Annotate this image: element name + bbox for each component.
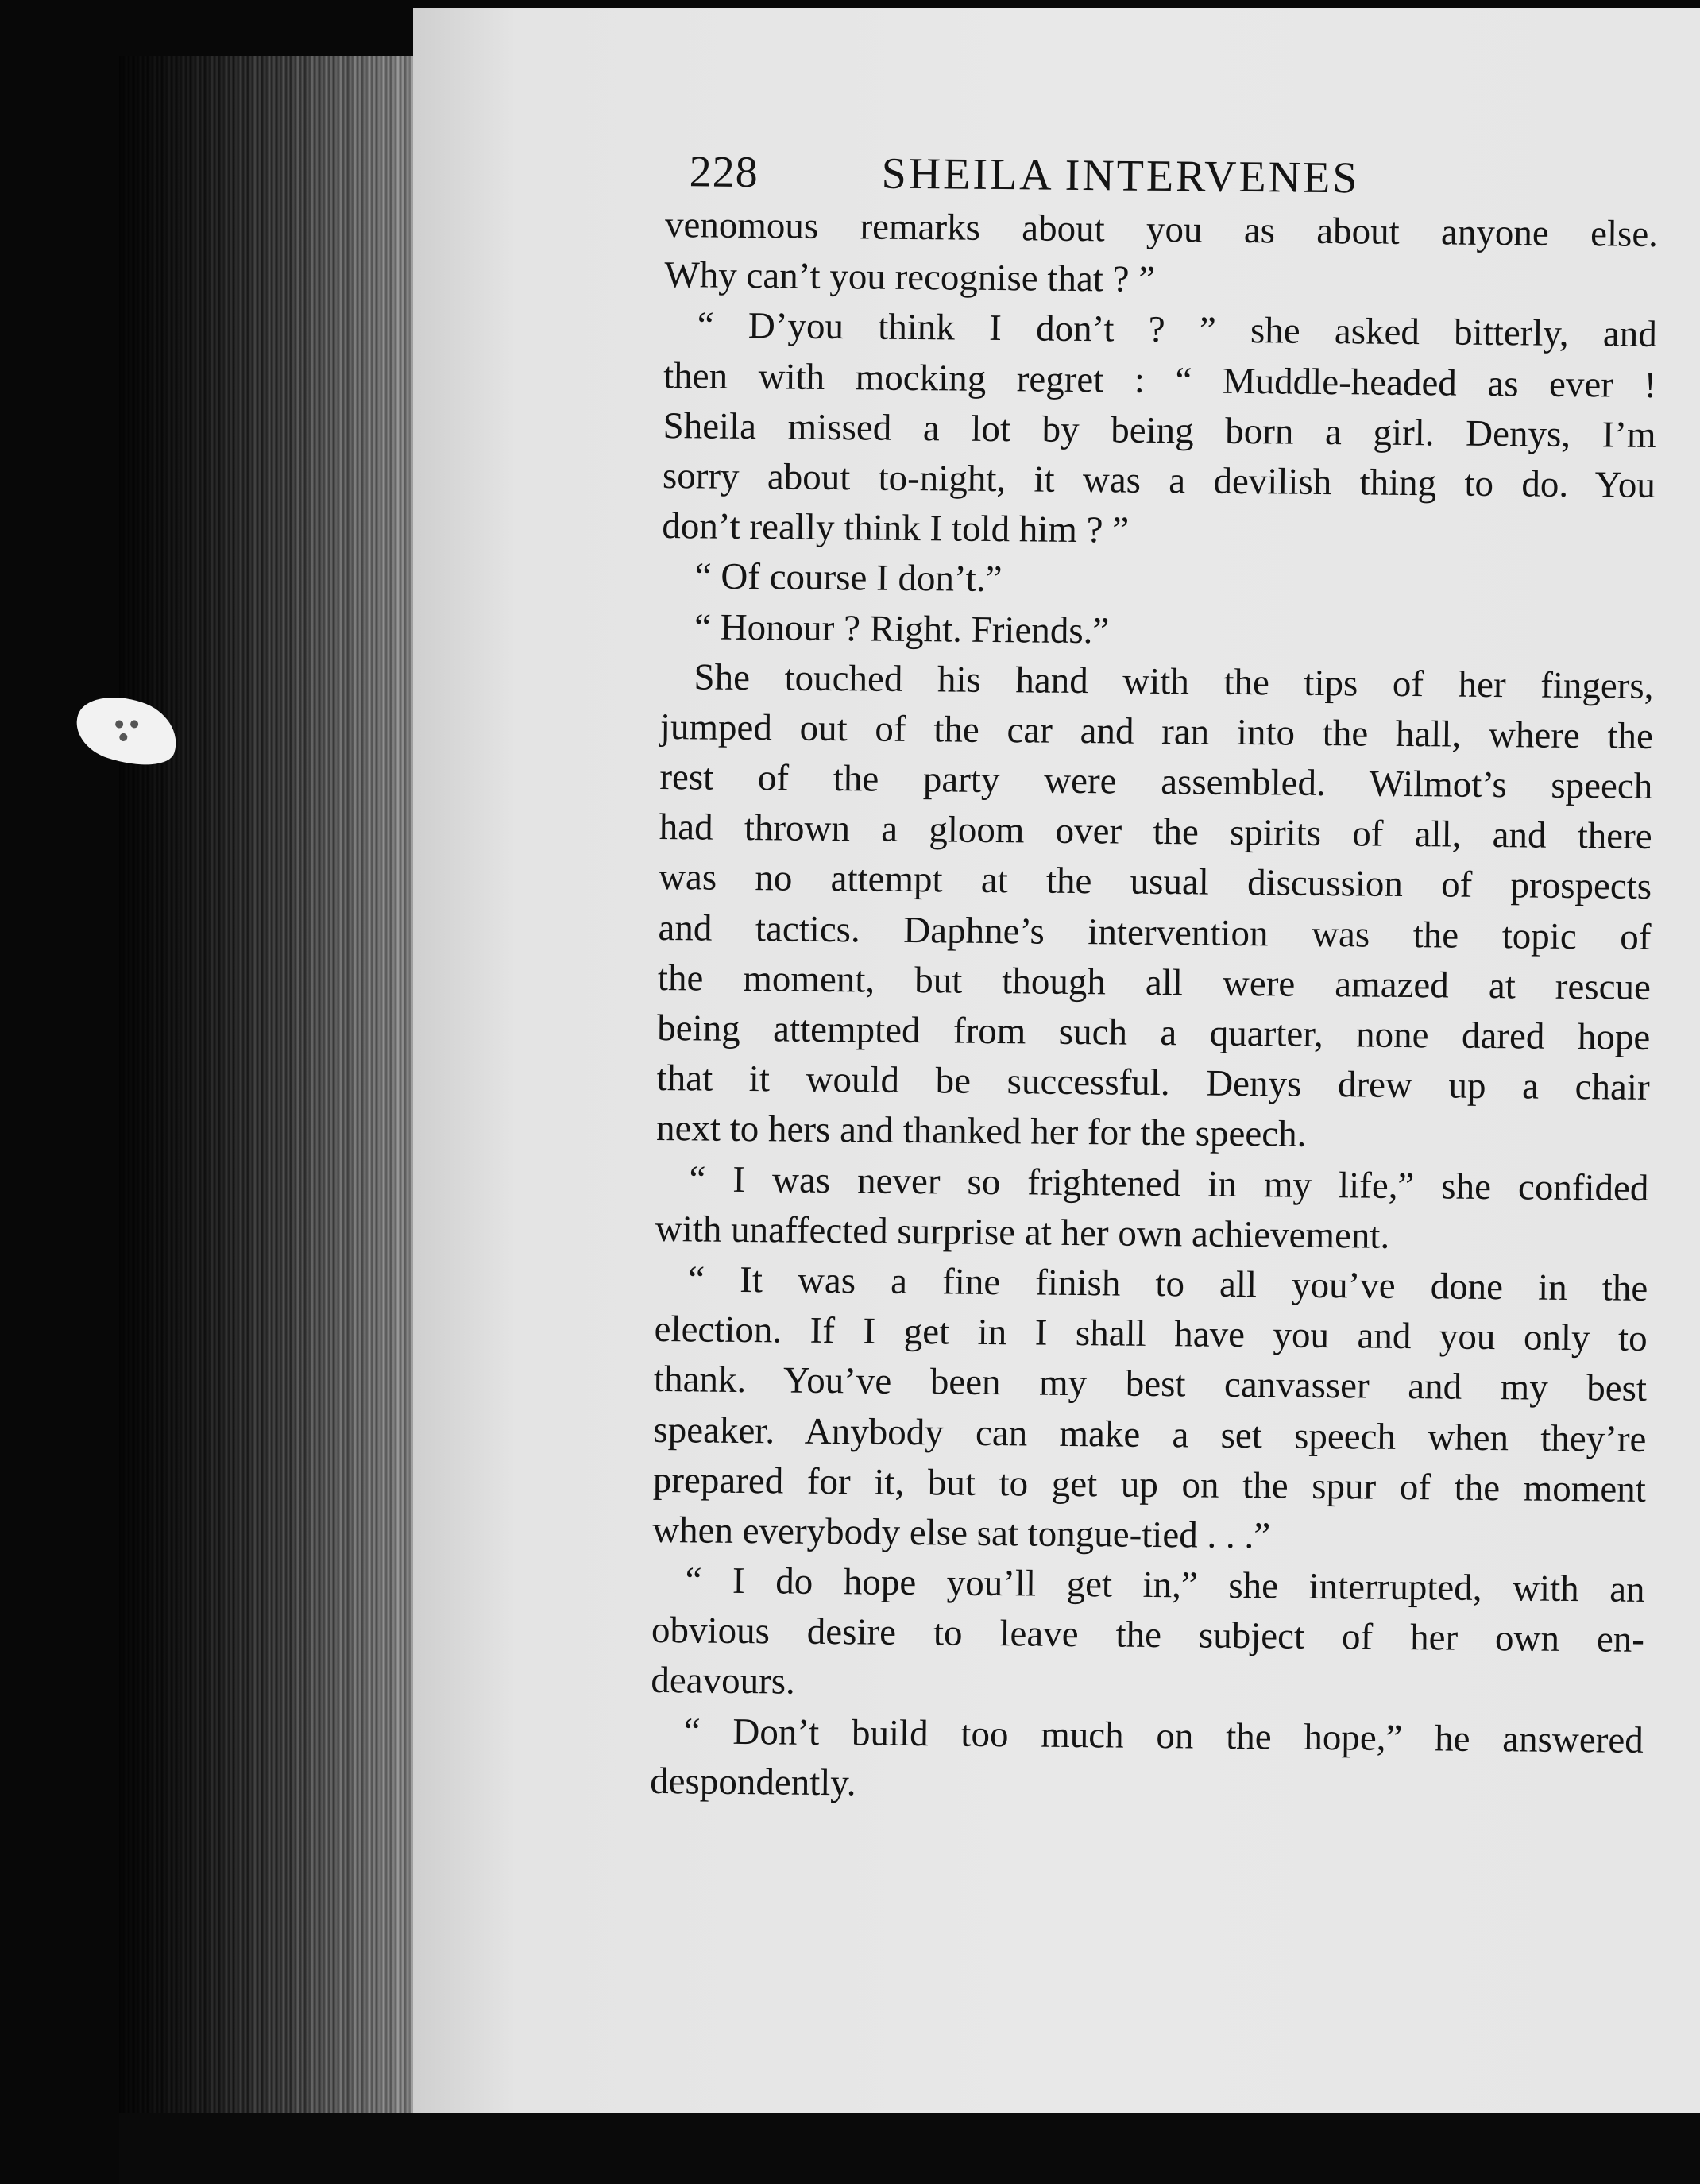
text-line: then with mocking regret : “ Muddle-headed as ever !	[663, 354, 1657, 406]
text-line: obvious desire to leave the subject of her own en-	[651, 1610, 1645, 1661]
text-line: and tactics. Daphne’s intervention was the topic of	[658, 906, 1652, 958]
text-line: had thrown a gloom over the spirits of all, and there	[659, 806, 1652, 858]
book-edge-shading	[119, 56, 437, 2121]
text-line: rest of the party were assembled. Wilmot’s speech	[659, 756, 1653, 808]
page-bottom-shadow	[119, 2113, 1700, 2184]
running-head-title: SHEILA INTERVENES	[881, 149, 1360, 203]
page-text-block	[650, 143, 1659, 1816]
text-line: election. If I get in I shall have you and you only to	[654, 1308, 1648, 1360]
text-line: the moment, but though all were amazed at rescue	[657, 957, 1652, 1008]
text-line: being attempted from such a quarter, none dared hope	[657, 1007, 1651, 1058]
text-line: “ Honour ? Right. Friends.”	[694, 605, 1110, 651]
text-line: with unaffected surprise at her own achievement.	[655, 1208, 1390, 1257]
text-line: “ Don’t build too much on the hope,” he answered	[683, 1710, 1644, 1761]
page-number: 228	[689, 147, 759, 198]
text-line: thank. You’ve been my best canvasser and my best	[653, 1359, 1648, 1410]
text-line: “ It was a fine finish to all you’ve done in the	[688, 1258, 1648, 1309]
running-head	[665, 143, 1659, 210]
blot-speck	[114, 719, 125, 729]
text-line: “ I do hope you’ll get in,” she interrupted, with an	[685, 1560, 1645, 1610]
text-line: speaker. Anybody can make a set speech when they’re	[653, 1409, 1647, 1460]
text-line: Why can’t you recognise that ? ”	[664, 254, 1156, 301]
text-line: despondently.	[649, 1760, 856, 1804]
text-line: “ Of course I don’t.”	[694, 555, 1003, 601]
text-line: jumped out of the car and ran into the hall, where the	[659, 705, 1654, 757]
text-line: venomous remarks about you as about anyone else.	[664, 203, 1659, 255]
text-line: prepared for it, but to get up on the spur of the moment	[652, 1459, 1647, 1510]
text-line: deavours.	[651, 1660, 796, 1703]
text-line: that it would be successful. Denys drew up a chair	[656, 1057, 1650, 1109]
text-line: when everybody else sat tongue-tied . . .”	[651, 1509, 1271, 1557]
text-line: “ I was never so frightened in my life,” she confided	[689, 1158, 1649, 1209]
text-line: next to hers and thanked her for the speech.	[655, 1107, 1307, 1156]
text-line: don’t really think I told him ? ”	[662, 505, 1130, 551]
text-line: Sheila missed a lot by being born a girl. Denys, I’m	[663, 404, 1656, 456]
text-line: “ D’you think I don’t ? ” she asked bitterly, and	[697, 304, 1657, 356]
text-line: sorry about to-night, it was a devilish thing to do. You	[662, 454, 1656, 506]
blot-speck	[118, 733, 129, 743]
blot-speck	[129, 719, 140, 729]
text-line: was no attempt at the usual discussion of prospects	[658, 856, 1652, 908]
text-line: She touched his hand with the tips of her fingers,	[694, 656, 1654, 707]
